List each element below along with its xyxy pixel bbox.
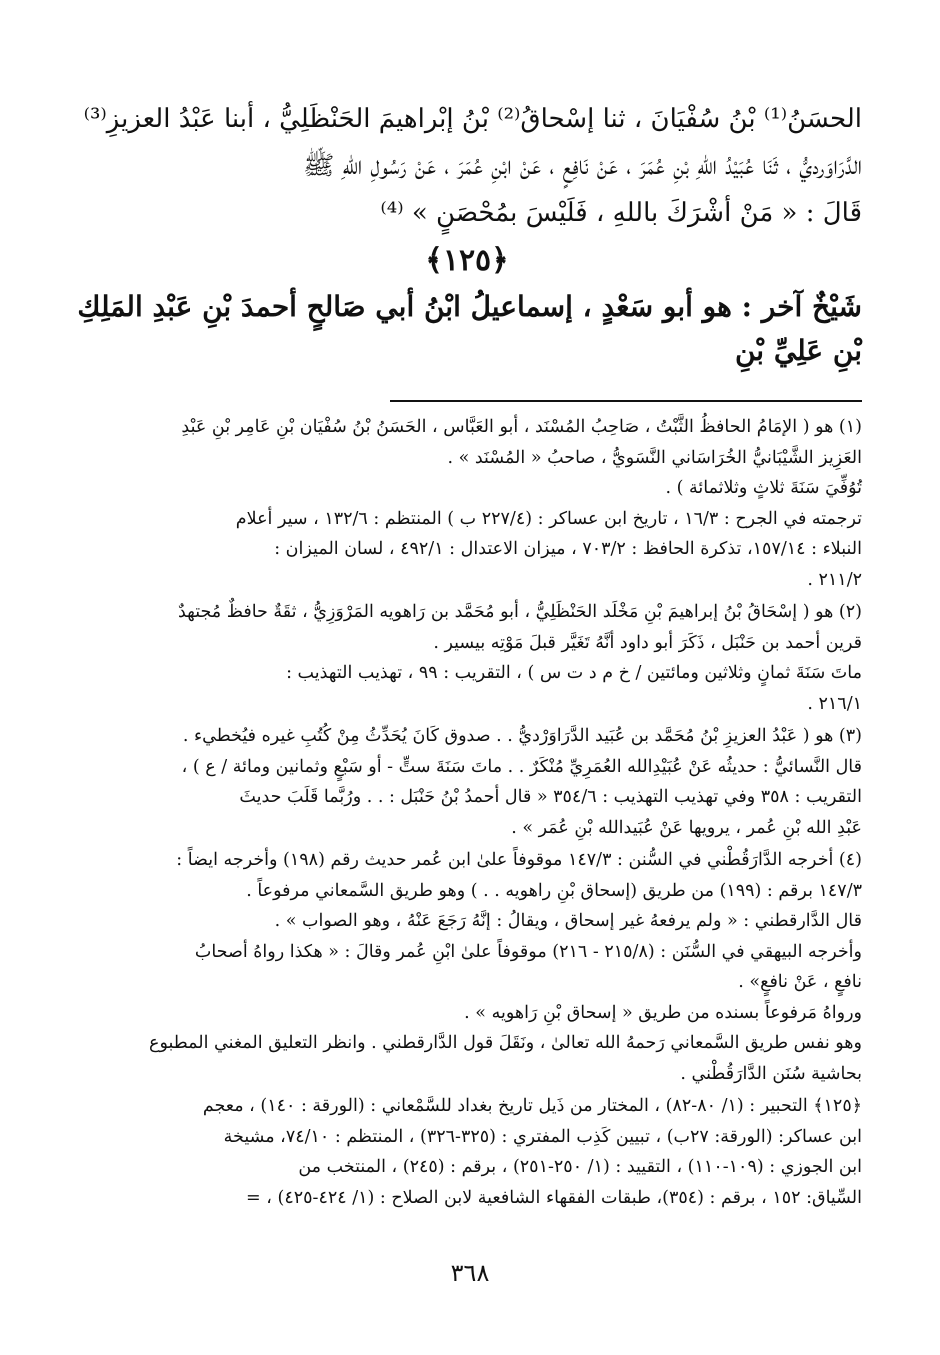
footnote-line: ورواهُ مَرفوعاً بسنده من طريق « إسحاق بْنِ رَاهويه » .: [464, 1002, 862, 1023]
entry-number-heading: ﴿١٢٥﴾: [425, 243, 509, 278]
footnote-line: قال النَّسائيُّ : حديثُه عَنْ عُبَيْدِالله العُمَرِيِّ مُنْكَرٌ . . ماتَ سَنَةَ ستٍّ - أو سَبْعٍ وثمانين ومائة / ع ) ،: [181, 756, 862, 777]
footnotes: [72, 412, 862, 1213]
footnote-4: [72, 845, 862, 1089]
footnote-line: النبلاء : ١٥٧/١٤، تذكرة الحافظ : ٧٠٣/٢ ، ميزان الاعتدال : ٤٩٢/١ ، لسان الميزان :: [274, 539, 862, 559]
footnote-line: (٤) أخرجه الدَّارَقُطْني في السُّنن : ١٤٧/٣ موقوفاً علىٰ ابن عُمر حديث رقم (١٩٨) وأخرجه ايضاً :: [176, 850, 862, 870]
main-text-line: الحسَنُ⁽¹⁾ بْنُ سُفْيَانَ ، ثنا إسْحاقُ⁽²⁾ بْنُ إبْراهيمَ الحَنْظَلِيُّ ، أبنا عَبْدُ العزيزِ⁽³⁾: [83, 104, 862, 134]
main-text-line: الدَّرَاوَرديُّ ، ثَنَا عُبَيْدُ اللهِ بْنِ عُمَرَ ، عَنْ نَافِعٍ ، عَنْ ابْنِ عُمَرَ ، عَنْ رَسُولِ اللهِ ﷺ: [302, 151, 862, 181]
footnote-line: وهو نفس طريق السَّمعاني رَحمهُ الله تعالىٰ ، ونَقَلَ قول الدَّارقطني . وانظر التعليق المغني المطبوع: [149, 1033, 862, 1053]
main-text-line: قَالَ : « مَنْ أشْرَكَ باللهِ ، فَلَيْسَ بمُحْصَنٍ » ⁽⁴⁾: [380, 198, 862, 228]
footnote-line: ماتَ سَنَةَ ثمانٍ وثلاثين ومائتين / خ م د ت س ) ، التقريب : ٩٩ ، تهذيب التهذيب :: [286, 663, 862, 683]
footnote-line: (٢) هو ( إسْحَاقُ بْنُ إبراهيمَ بْنِ مَخْلَد الحَنْظَلِيُّ ، أبو مُحَمَّد بن رَاهويه المَرْوَزِيُّ ، ثقَةٌ حافظٌ مُجتهدٌ: [177, 602, 862, 622]
footnote-line: ﴿١٢٥﴾ التحبير : (١/ ٨٠-٨٢) ، المختار من ذَيل تاريخ بغداد للسَّمْعاني : (الورقة : ١٤٠) ، معجم: [202, 1096, 862, 1116]
footnote-line: تُوُفِّيَ سَنَةَ ثلاثٍ وثلاثمائة ) .: [665, 478, 862, 498]
footnote-line: قرين أحمد بن حَنْبَل ، ذَكَرَ أبو داود أنَّهُ تَغَيَّر قبلَ مَوْتِه بيسير .: [433, 632, 862, 653]
sheikh-line: شَيْخٌ آخر : هو أبو سَعْدٍ ، إسماعيلُ ابْنُ أبي صَالحٍ أحمدَ بْنِ عَبْدِ المَلِكِ بْنِ عَلِيِّ بْنِ: [77, 290, 862, 367]
footnote-line: ٢١٦/١ .: [807, 693, 862, 714]
footnote-line: عَبْدِ الله بْنِ عُمر ، يرويها عَنْ عُبَيدالله بْنِ عُمَر » .: [511, 817, 862, 838]
footnote-entry-sources: [72, 1091, 862, 1213]
footnote-line: ابن عساكر: (الورقة: ٢٧ب) ، تبيين كَذِب المفتري : (٣٢٥-٣٢٦) ، المنتظم : ٧٤/١٠، مشيخة: [223, 1126, 862, 1147]
footnote-line: ١٤٧/٣ برقم : (١٩٩) من طريق (إسحاق بْنِ راهويه . . ) وهو طريق السَّمعاني مرفوعاً .: [246, 880, 862, 901]
footnote-line: العَزِيز الشَّيْبَانيُّ الخُرَاسَاني النَّسَويُّ ، صاحبُ « المُسْنَد » .: [447, 447, 862, 468]
footnote-line: ابن الجوزي : (١٠٩-١١٠) ، التقييد : (١/ ٢٥٠-٢٥١) ، برقم : (٢٤٥) ، المنتخب من: [298, 1157, 862, 1177]
footnote-line: قال الدَّارقطني : « ولم يرفعهُ غير إسحاق ، ويقالُ : إنَّهُ رَجَعَ عَنْهُ ، وهو الصواب » .: [274, 911, 862, 931]
footnote-3: [72, 721, 862, 843]
footnote-line: (٣) هو ( عَبْدُ العزيزِ بْنُ مُحَمَّد بن عُبَيد الدَّرَاوَرْديُّ . . صدوق كَانَ يُحَدِّثُ مِنْ كُتُبِ غيره فيُخطيء .: [182, 726, 862, 746]
footnote-line: (١) هو ( الإمَامُ الحافظُ الثَّبْتُ ، صَاحِبُ المُسْنَد ، أبو العَبَّاس ، الحَسَنُ بْنُ سُفْيَان بْنِ عَامِر بْنِ عَبْدِ: [181, 417, 862, 437]
footnote-line: بحاشية سُنَن الدَّارَقُطْني .: [680, 1063, 862, 1084]
footnote-separator: [390, 400, 862, 402]
footnote-line: ٢١١/٢ .: [807, 569, 862, 590]
footnote-line: وأخرجه البيهقي في السُّنَن : (٢١٥/٨ - ٢١٦) موقوفاً علىٰ ابْنِ عُمر وقالَ : « هكذا رواهُ أصحابُ: [194, 941, 862, 962]
footnote-line: ترجمته في الجرح : ١٦/٣ ، تاريخ ابن عساكر : (٢٢٧/٤ ب ) المنتظم : ١٣٢/٦ ، سير أعلام: [235, 508, 862, 529]
footnote-2: [72, 597, 862, 719]
footnote-line: نافعٍ ، عَنْ نافعٍ» .: [738, 972, 862, 992]
footnote-line: السِّياق: ١٥٢ ، برقم : (٣٥٤)، طبقات الفقهاء الشافعية لابن الصلاح : (١/ ٤٢٤-٤٢٥) ، =: [246, 1187, 862, 1208]
footnote-1: [72, 412, 862, 595]
footnote-line: التقريب : ٣٥٨ وفي تهذيب التهذيب : ٣٥٤/٦ « قال أحمدُ بْنُ حَنْبَل : . . ورُبَّما قَلَبَ حديثَ: [239, 787, 862, 807]
main-text: [72, 96, 862, 237]
page-number: ٣٦٨: [450, 1259, 490, 1287]
